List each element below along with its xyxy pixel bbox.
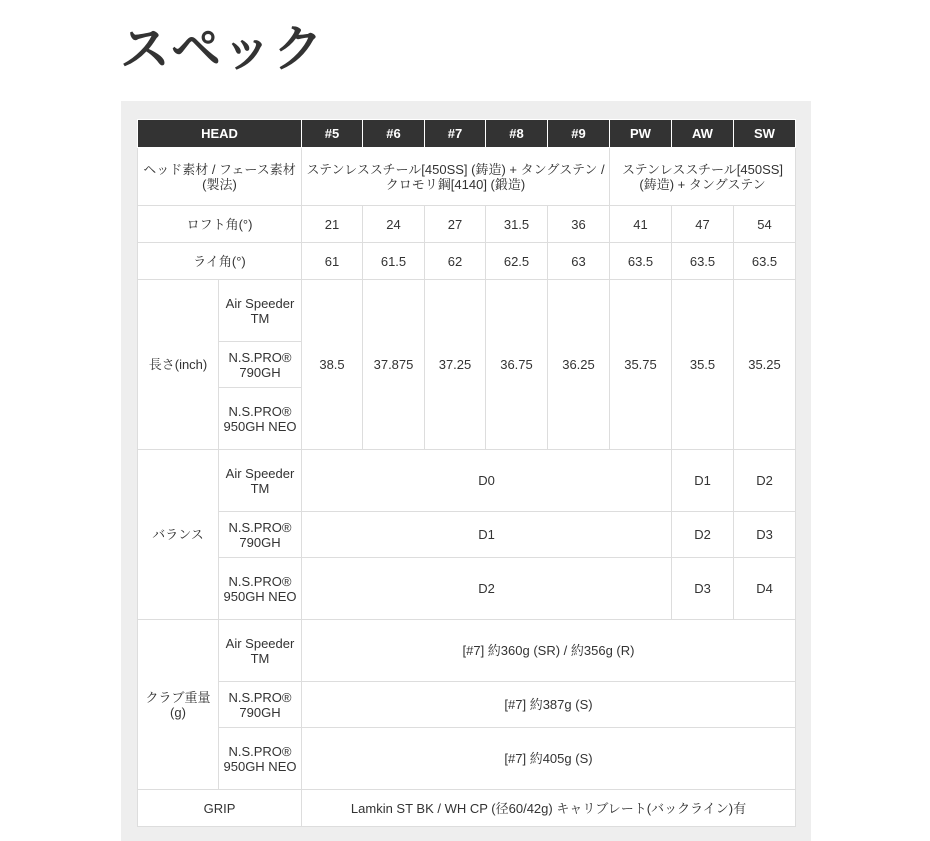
shaft-ns950: N.S.PRO® 950GH NEO	[219, 388, 302, 450]
weight-cell: [#7] 約387g (S)	[302, 682, 796, 728]
length-cell: 36.75	[486, 280, 548, 450]
balance-cell: D2	[734, 450, 796, 512]
material-label: ヘッド素材 / フェース素材(製法)	[138, 148, 302, 206]
header-col: #7	[425, 120, 486, 148]
weight-label: クラブ重量(g)	[138, 620, 219, 790]
loft-cell: 31.5	[486, 206, 548, 243]
header-col: #9	[548, 120, 610, 148]
weight-cell: [#7] 約405g (S)	[302, 728, 796, 790]
loft-cell: 36	[548, 206, 610, 243]
balance-cell: D2	[302, 558, 672, 620]
shaft-air: Air Speeder TM	[219, 450, 302, 512]
lie-cell: 61.5	[363, 243, 425, 280]
shaft-air: Air Speeder TM	[219, 280, 302, 342]
balance-cell: D4	[734, 558, 796, 620]
length-cell: 37.25	[425, 280, 486, 450]
page-title: スペック	[120, 20, 324, 78]
shaft-ns790: N.S.PRO® 790GH	[219, 512, 302, 558]
lie-cell: 63.5	[610, 243, 672, 280]
header-col: PW	[610, 120, 672, 148]
weight-row	[138, 620, 796, 682]
header-col: #8	[486, 120, 548, 148]
loft-cell: 24	[363, 206, 425, 243]
loft-cell: 47	[672, 206, 734, 243]
material-group1: ステンレススチール[450SS] (鋳造) + タングステン / クロモリ鋼[4140] (鍛造)	[302, 148, 610, 206]
header-col: #5	[302, 120, 363, 148]
lie-cell: 62	[425, 243, 486, 280]
loft-cell: 41	[610, 206, 672, 243]
material-group2: ステンレススチール[450SS] (鋳造) + タングステン	[610, 148, 796, 206]
shaft-ns790: N.S.PRO® 790GH	[219, 342, 302, 388]
weight-row	[138, 728, 796, 790]
length-cell: 35.25	[734, 280, 796, 450]
lie-cell: 63.5	[734, 243, 796, 280]
balance-cell: D3	[672, 558, 734, 620]
material-row	[138, 148, 796, 206]
balance-row	[138, 558, 796, 620]
loft-row	[138, 206, 796, 243]
balance-row	[138, 450, 796, 512]
lie-cell: 61	[302, 243, 363, 280]
length-label: 長さ(inch)	[138, 280, 219, 450]
length-cell: 38.5	[302, 280, 363, 450]
balance-cell: D3	[734, 512, 796, 558]
shaft-ns950: N.S.PRO® 950GH NEO	[219, 728, 302, 790]
grip-value: Lamkin ST BK / WH CP (径60/42g) キャリブレート(バックライン)有	[302, 790, 796, 827]
shaft-ns790: N.S.PRO® 790GH	[219, 682, 302, 728]
length-cell: 37.875	[363, 280, 425, 450]
lie-cell: 63.5	[672, 243, 734, 280]
weight-row	[138, 682, 796, 728]
balance-cell: D0	[302, 450, 672, 512]
shaft-air: Air Speeder TM	[219, 620, 302, 682]
header-head: HEAD	[138, 120, 302, 148]
header-col: SW	[734, 120, 796, 148]
length-cell: 35.75	[610, 280, 672, 450]
header-col: #6	[363, 120, 425, 148]
header-col: AW	[672, 120, 734, 148]
length-cell: 35.5	[672, 280, 734, 450]
grip-row	[138, 790, 796, 827]
weight-cell: [#7] 約360g (SR) / 約356g (R)	[302, 620, 796, 682]
loft-cell: 21	[302, 206, 363, 243]
lie-cell: 63	[548, 243, 610, 280]
balance-cell: D2	[672, 512, 734, 558]
balance-cell: D1	[672, 450, 734, 512]
length-cell: 36.25	[548, 280, 610, 450]
loft-label: ロフト角(°)	[138, 206, 302, 243]
spec-table	[137, 119, 796, 827]
balance-row	[138, 512, 796, 558]
shaft-ns950: N.S.PRO® 950GH NEO	[219, 558, 302, 620]
lie-label: ライ角(°)	[138, 243, 302, 280]
lie-row	[138, 243, 796, 280]
balance-cell: D1	[302, 512, 672, 558]
length-row	[138, 280, 796, 342]
lie-cell: 62.5	[486, 243, 548, 280]
balance-label: バランス	[138, 450, 219, 620]
header-row	[138, 120, 796, 148]
loft-cell: 27	[425, 206, 486, 243]
loft-cell: 54	[734, 206, 796, 243]
grip-label: GRIP	[138, 790, 302, 827]
